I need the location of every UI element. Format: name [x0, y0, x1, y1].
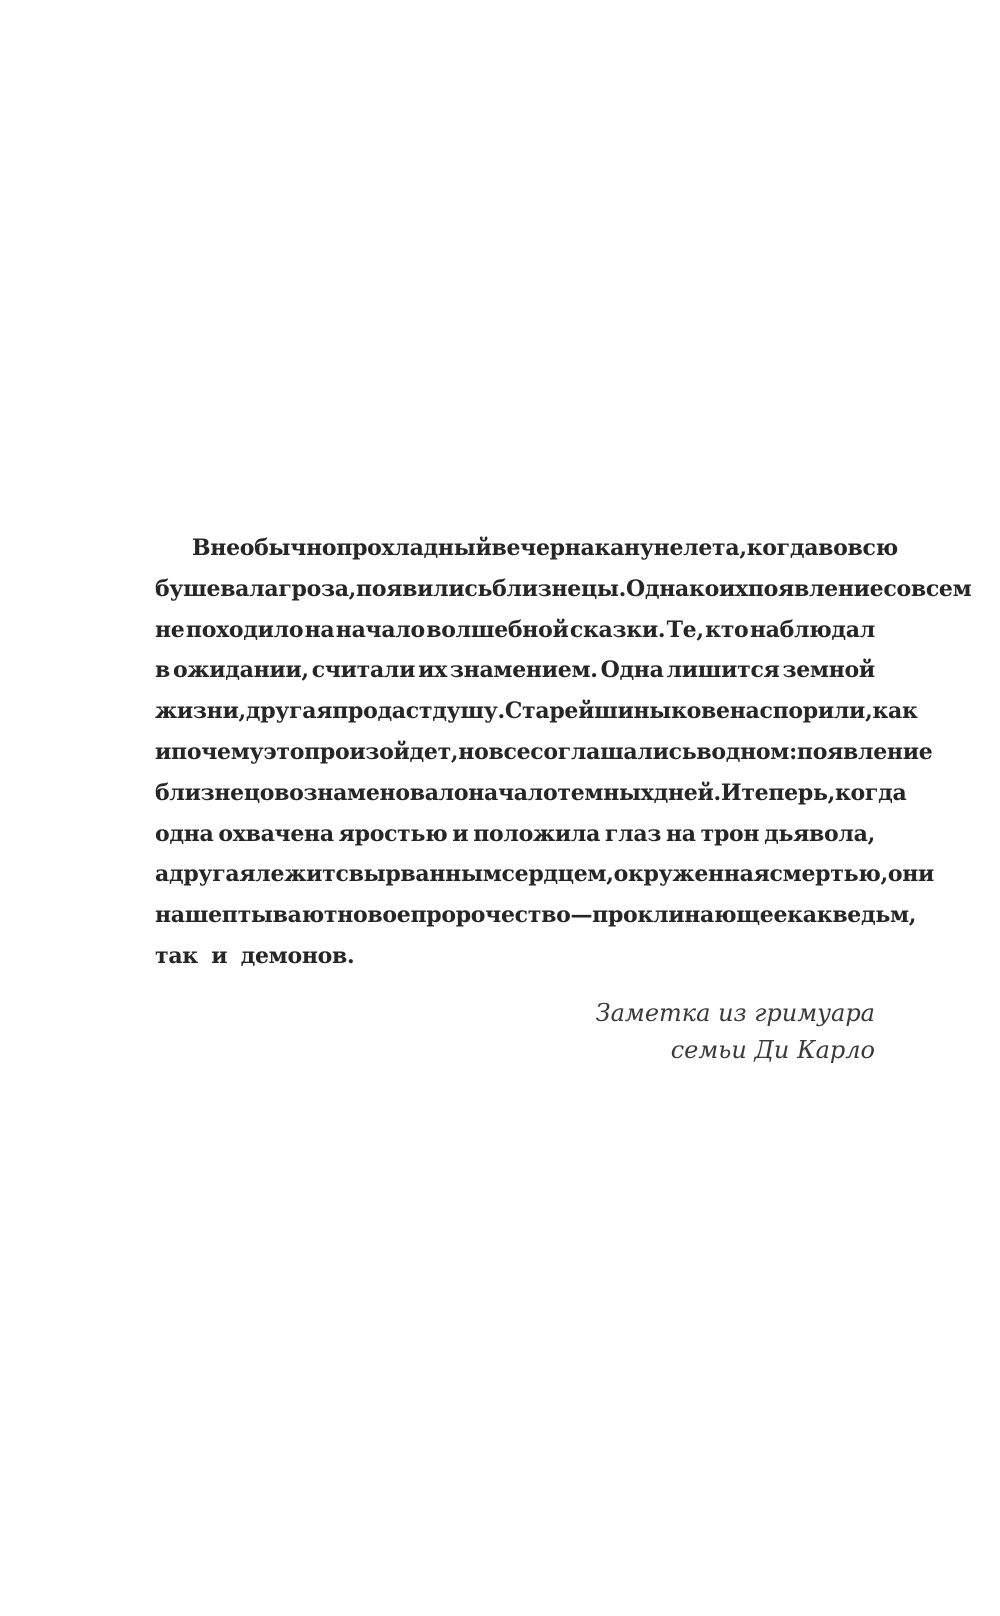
word: начало: [468, 779, 558, 806]
word: Однако: [626, 575, 719, 602]
word: когда: [834, 779, 907, 806]
word: и: [155, 738, 172, 765]
word: продаст: [332, 698, 433, 725]
word: Те,: [666, 616, 704, 643]
epigraph: [155, 528, 972, 1069]
word: дьявола,: [764, 820, 875, 847]
word: близнецы.: [492, 575, 627, 602]
word: сказки.: [569, 616, 666, 643]
word: когда: [746, 535, 819, 561]
word: глаз: [604, 820, 662, 847]
word: одном:: [711, 738, 797, 765]
epigraph-line: [155, 732, 933, 773]
word: сердцем,: [501, 861, 614, 888]
word: произойдет,: [304, 738, 459, 765]
word: ведьм,: [832, 902, 917, 929]
word: душу.: [432, 698, 505, 725]
epigraph-line: [155, 650, 875, 691]
word: появление: [796, 738, 933, 765]
word: лежит: [255, 861, 336, 888]
word: накануне: [564, 535, 684, 561]
word: необычно: [210, 535, 337, 561]
word: кто: [705, 616, 749, 643]
word: прохладный: [336, 535, 492, 561]
epigraph-attribution: [155, 995, 875, 1069]
word: спорили,: [759, 698, 873, 725]
word: темных: [557, 779, 654, 806]
word: волшебной: [426, 616, 569, 643]
word: вечер: [491, 535, 565, 561]
word: бушевала: [155, 575, 279, 602]
word: но: [458, 738, 489, 765]
word: смертью,: [769, 861, 888, 888]
word: а: [155, 861, 169, 888]
word: почему: [171, 738, 264, 765]
word: в: [696, 738, 712, 765]
word: все: [488, 738, 531, 765]
word: и: [452, 820, 469, 847]
word: пророчество: [410, 902, 571, 929]
word: их: [418, 657, 447, 684]
word: ковена: [671, 698, 760, 725]
word: —: [570, 902, 593, 929]
word: не: [155, 616, 185, 643]
word: яростью: [338, 820, 448, 847]
word: Старейшины: [504, 698, 672, 725]
word: это: [263, 738, 305, 765]
word: на: [665, 820, 696, 847]
attribution-line: семьи Ди Карло: [670, 1035, 875, 1064]
word: земной: [782, 657, 875, 684]
word: одна: [155, 820, 214, 847]
word: ознаменовало: [289, 779, 469, 806]
word: другая: [168, 861, 256, 888]
word: соглашались: [530, 738, 697, 765]
word: гроза,: [278, 575, 357, 602]
word: ожидании,: [172, 657, 309, 684]
word: положила: [473, 820, 601, 847]
word: их: [718, 575, 748, 602]
word: жизни,: [155, 698, 246, 725]
epigraph-line: так и демонов.: [155, 942, 355, 969]
word: окруженная: [613, 861, 770, 888]
epigraph-text: [155, 528, 972, 977]
word: на: [304, 616, 335, 643]
word: походило: [185, 616, 304, 643]
word: теперь,: [741, 779, 835, 806]
epigraph-line: [155, 773, 907, 814]
word: охвачена: [218, 820, 334, 847]
epigraph-line: [155, 610, 875, 651]
word: И: [720, 779, 742, 806]
word: появились: [356, 575, 493, 602]
word: новое: [337, 902, 411, 929]
attribution-line: Заметка из гримуара: [595, 998, 875, 1027]
word: Одна: [600, 657, 664, 684]
word: с: [335, 861, 349, 888]
word: проклинающее: [592, 902, 788, 929]
word: они: [887, 861, 935, 888]
word: В: [192, 535, 211, 561]
epigraph-line: [155, 854, 935, 895]
epigraph-line: [155, 528, 898, 569]
epigraph-line: [155, 895, 917, 936]
word: как: [787, 902, 833, 929]
word: лишится: [666, 657, 780, 684]
word: совсем: [883, 575, 972, 602]
word: в: [155, 657, 170, 684]
epigraph-line: [155, 814, 875, 855]
word: нашептывают: [155, 902, 338, 929]
word: вырванным: [348, 861, 502, 888]
word: трон: [700, 820, 760, 847]
word: другая: [245, 698, 333, 725]
epigraph-line: [155, 691, 918, 732]
word: вовсю: [818, 535, 898, 561]
word: близнецов: [155, 779, 290, 806]
word: начало: [335, 616, 425, 643]
word: появление: [747, 575, 884, 602]
word: лета,: [683, 535, 747, 561]
word: дней.: [653, 779, 721, 806]
word: как: [872, 698, 918, 725]
word: считали: [311, 657, 416, 684]
word: знамением.: [449, 657, 598, 684]
epigraph-line: [155, 569, 972, 610]
word: наблюдал: [749, 616, 875, 643]
